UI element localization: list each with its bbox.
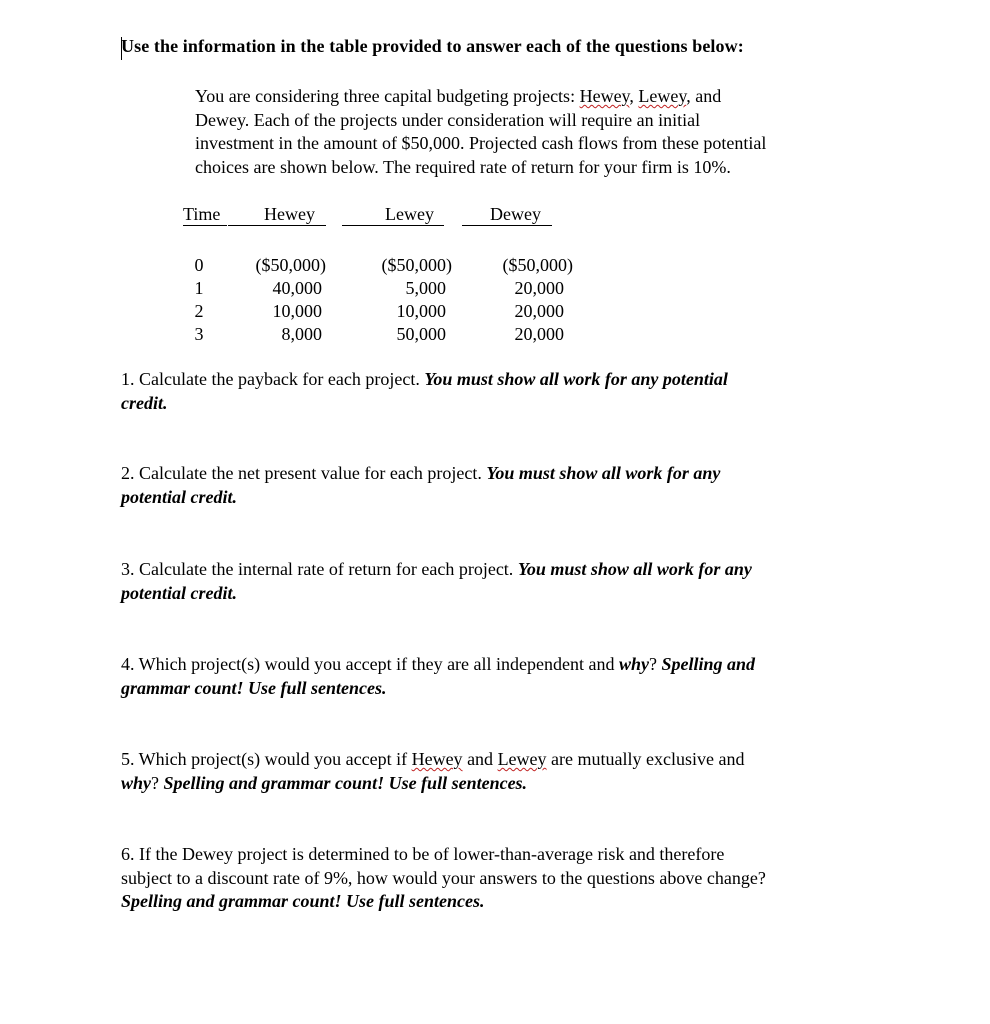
intro-text: You are considering three capital budgeting projects:	[195, 86, 580, 106]
time-column	[192, 254, 206, 346]
header-dewey: Dewey	[490, 204, 541, 224]
dewey-cell: ($50,000)	[502, 255, 573, 275]
page-heading: Use the information in the table provided to answer each of the questions below:	[121, 36, 744, 56]
intro-text: , and	[686, 86, 722, 106]
question-text: 3. Calculate the internal rate of return for each project.	[121, 559, 518, 579]
hewey-cell: ($50,000)	[255, 255, 326, 275]
question-text: 4. Which project(s) would you accept if they are all independent and	[121, 654, 619, 674]
question-emphasis: potential credit.	[121, 582, 237, 603]
hewey-cell: 40,000	[272, 278, 322, 298]
question-2	[121, 462, 881, 509]
header-time: Time	[183, 204, 221, 224]
header-lewey-underline	[342, 225, 444, 226]
project-name-lewey: Lewey	[497, 749, 547, 769]
time-cell: 0	[194, 255, 204, 275]
intro-line-1	[195, 85, 875, 109]
question-3	[121, 558, 881, 605]
hewey-cell: 10,000	[272, 301, 322, 321]
question-text: are mutually exclusive and	[546, 749, 745, 769]
question-emphasis: credit.	[121, 392, 168, 413]
header-time-underline	[183, 225, 227, 226]
intro-line-2: Dewey. Each of the projects under consideration will require an initial	[195, 109, 701, 130]
question-1	[121, 368, 881, 415]
question-text: and	[462, 749, 498, 769]
project-name-hewey: Hewey	[579, 86, 630, 106]
lewey-cell: 50,000	[396, 324, 446, 344]
question-text: 1. Calculate the payback for each project.	[121, 369, 425, 389]
question-emphasis: why	[121, 772, 152, 793]
lewey-column	[360, 254, 452, 346]
header-hewey: Hewey	[264, 204, 315, 224]
time-cell: 1	[194, 278, 204, 298]
header-dewey-underline	[462, 225, 552, 226]
intro-paragraph	[195, 85, 875, 179]
time-cell: 3	[194, 324, 204, 344]
question-emphasis: grammar count! Use full sentences.	[121, 677, 387, 698]
question-emphasis: Spelling and grammar count! Use full sentences.	[121, 891, 485, 911]
header-hewey-underline	[228, 225, 326, 226]
question-text: ?	[151, 772, 164, 793]
lewey-cell: 10,000	[396, 301, 446, 321]
project-name-hewey: Hewey	[411, 749, 463, 769]
question-text: ?	[649, 654, 662, 674]
intro-separator: ,	[629, 86, 639, 106]
question-emphasis: You must show all work for any potential	[424, 369, 728, 389]
project-name-lewey: Lewey	[638, 86, 687, 106]
question-text: subject to a discount rate of 9%, how would your answers to the questions above change?	[121, 867, 766, 888]
question-6	[121, 843, 881, 914]
question-emphasis: Spelling and	[661, 654, 756, 674]
question-emphasis: You must show all work for any	[486, 463, 721, 483]
intro-line-3: investment in the amount of $50,000. Projected cash flows from these potential	[195, 133, 767, 153]
dewey-cell: 20,000	[514, 301, 564, 321]
question-5	[121, 748, 881, 795]
time-cell: 2	[194, 301, 204, 321]
question-emphasis: potential credit.	[121, 486, 237, 507]
dewey-cell: 20,000	[514, 278, 564, 298]
question-emphasis: why	[619, 654, 650, 674]
hewey-column	[236, 254, 326, 346]
dewey-cell: 20,000	[514, 324, 564, 344]
question-4	[121, 653, 881, 700]
question-emphasis: Spelling and grammar count! Use full sentences.	[163, 772, 528, 793]
dewey-column	[480, 254, 573, 346]
hewey-cell: 8,000	[281, 324, 322, 344]
question-text: 5. Which project(s) would you accept if	[121, 749, 412, 769]
question-text: 6. If the Dewey project is determined to be of lower-than-average risk and therefore	[121, 844, 725, 864]
intro-line-4: choices are shown below. The required rate of return for your firm is 10%.	[195, 156, 731, 177]
question-emphasis: You must show all work for any	[517, 559, 752, 579]
header-lewey: Lewey	[385, 204, 434, 224]
question-text: 2. Calculate the net present value for each project.	[121, 463, 487, 483]
lewey-cell: ($50,000)	[381, 255, 452, 275]
lewey-cell: 5,000	[405, 278, 446, 298]
